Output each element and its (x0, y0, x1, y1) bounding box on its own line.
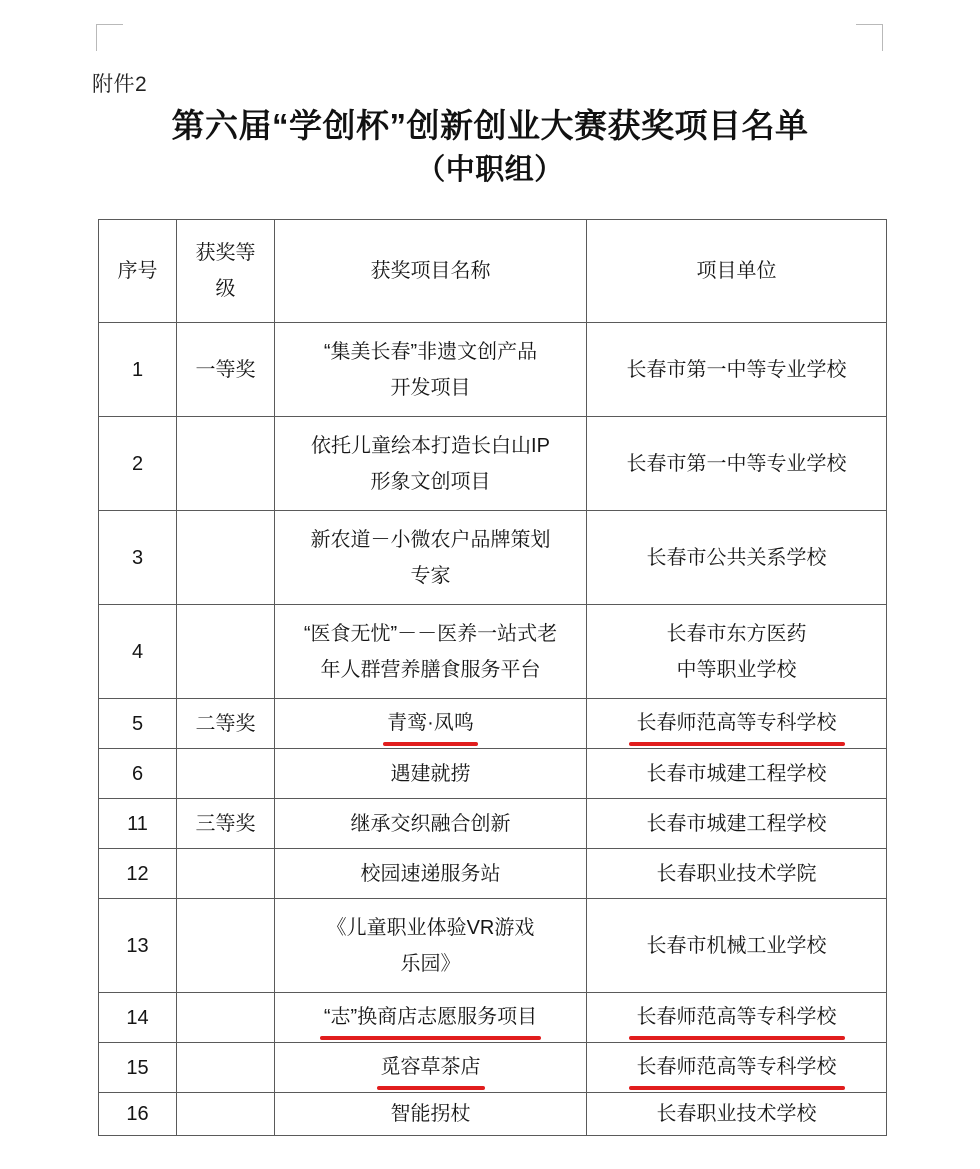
cell-project (275, 605, 587, 699)
crop-mark-top-left (96, 24, 123, 51)
project-line-1: 新农道－小微农户品牌策划 (310, 528, 551, 551)
table-row (99, 1093, 887, 1136)
table-row (99, 511, 887, 605)
cell-project: 继承交织融合创新 (275, 799, 587, 849)
header-cell-level (177, 220, 275, 323)
unit-text-underlined: 长春师范高等专科学校 (637, 1050, 837, 1086)
cell-project (275, 1043, 587, 1093)
cell-unit: 长春市机械工业学校 (587, 899, 887, 993)
cell-no: 2 (99, 417, 177, 511)
cell-no: 15 (99, 1043, 177, 1093)
cell-unit: 长春市第一中等专业学校 (587, 417, 887, 511)
unit-text-underlined: 长春师范高等专科学校 (637, 706, 837, 742)
table-row (99, 849, 887, 899)
cell-no: 16 (99, 1093, 177, 1136)
table-header-row (99, 220, 887, 323)
project-line-2: 年人群营养膳食服务平台 (320, 658, 541, 681)
cell-project: 遇建就捞 (275, 749, 587, 799)
cell-project (275, 511, 587, 605)
cell-level (177, 993, 275, 1043)
title-line-1: 第六届“学创杯”创新创业大赛获奖项目名单 (171, 107, 809, 144)
project-line-1: 《儿童职业体验VR游戏 (326, 916, 535, 939)
table-row (99, 323, 887, 417)
project-line-1: “医食无忧”－－医养一站式老 (303, 622, 558, 645)
cell-unit (587, 993, 887, 1043)
cell-project: 校园速递服务站 (275, 849, 587, 899)
project-text-underlined: “志”换商店志愿服务项目 (324, 1000, 537, 1036)
cell-project (275, 699, 587, 749)
cell-unit: 长春市城建工程学校 (587, 749, 887, 799)
cell-level: 三等奖 (177, 799, 275, 849)
cell-no: 1 (99, 323, 177, 417)
cell-unit: 长春市第一中等专业学校 (587, 323, 887, 417)
award-table (98, 219, 887, 1136)
header-cell-no: 序号 (99, 220, 177, 323)
cell-no: 11 (99, 799, 177, 849)
project-text-underlined: 青鸾·凤鸣 (387, 706, 474, 742)
cell-unit: 长春市城建工程学校 (587, 799, 887, 849)
header-cell-project: 获奖项目名称 (275, 220, 587, 323)
table-row (99, 899, 887, 993)
project-line-2: 开发项目 (390, 376, 471, 399)
cell-no: 4 (99, 605, 177, 699)
cell-no: 13 (99, 899, 177, 993)
cell-level: 一等奖 (177, 323, 275, 417)
cell-project (275, 899, 587, 993)
crop-mark-top-right (856, 24, 883, 51)
cell-unit: 长春职业技术学校 (587, 1093, 887, 1136)
project-text-underlined: 觅容草茶店 (381, 1050, 481, 1086)
cell-unit (587, 605, 887, 699)
project-line-2: 专家 (410, 564, 451, 587)
table-row (99, 699, 887, 749)
cell-unit: 长春市公共关系学校 (587, 511, 887, 605)
cell-no: 6 (99, 749, 177, 799)
cell-no: 12 (99, 849, 177, 899)
cell-level: 二等奖 (177, 699, 275, 749)
table-row (99, 993, 887, 1043)
title-line-2: （中职组） (416, 154, 564, 186)
table-row (99, 799, 887, 849)
table-row (99, 417, 887, 511)
cell-no: 14 (99, 993, 177, 1043)
header-cell-unit: 项目单位 (587, 220, 887, 323)
table-row (99, 1043, 887, 1093)
cell-level (177, 417, 275, 511)
unit-line-2: 中等职业学校 (676, 658, 797, 681)
cell-unit (587, 1043, 887, 1093)
cell-project (275, 993, 587, 1043)
cell-level (177, 1043, 275, 1093)
project-line-2: 乐园》 (400, 952, 461, 975)
project-line-2: 形象文创项目 (370, 470, 491, 493)
cell-project (275, 323, 587, 417)
project-line-1: 依托儿童绘本打造长白山IP (311, 434, 550, 457)
header-level-line-1: 获奖等 (195, 242, 256, 264)
header-level-line-2: 级 (215, 278, 236, 300)
cell-unit (587, 699, 887, 749)
unit-line-1: 长春市东方医药 (666, 622, 807, 645)
cell-level (177, 511, 275, 605)
table-row (99, 605, 887, 699)
table-row (99, 749, 887, 799)
cell-level (177, 899, 275, 993)
cell-project: 智能拐杖 (275, 1093, 587, 1136)
project-line-1: “集美长春”非遗文创产品 (323, 340, 538, 363)
cell-level (177, 749, 275, 799)
cell-unit: 长春职业技术学院 (587, 849, 887, 899)
document-title (0, 104, 980, 192)
cell-project (275, 417, 587, 511)
cell-level (177, 849, 275, 899)
unit-text-underlined: 长春师范高等专科学校 (637, 1000, 837, 1036)
cell-level (177, 1093, 275, 1136)
cell-no: 3 (99, 511, 177, 605)
attachment-label: 附件2 (92, 73, 148, 96)
cell-level (177, 605, 275, 699)
cell-no: 5 (99, 699, 177, 749)
